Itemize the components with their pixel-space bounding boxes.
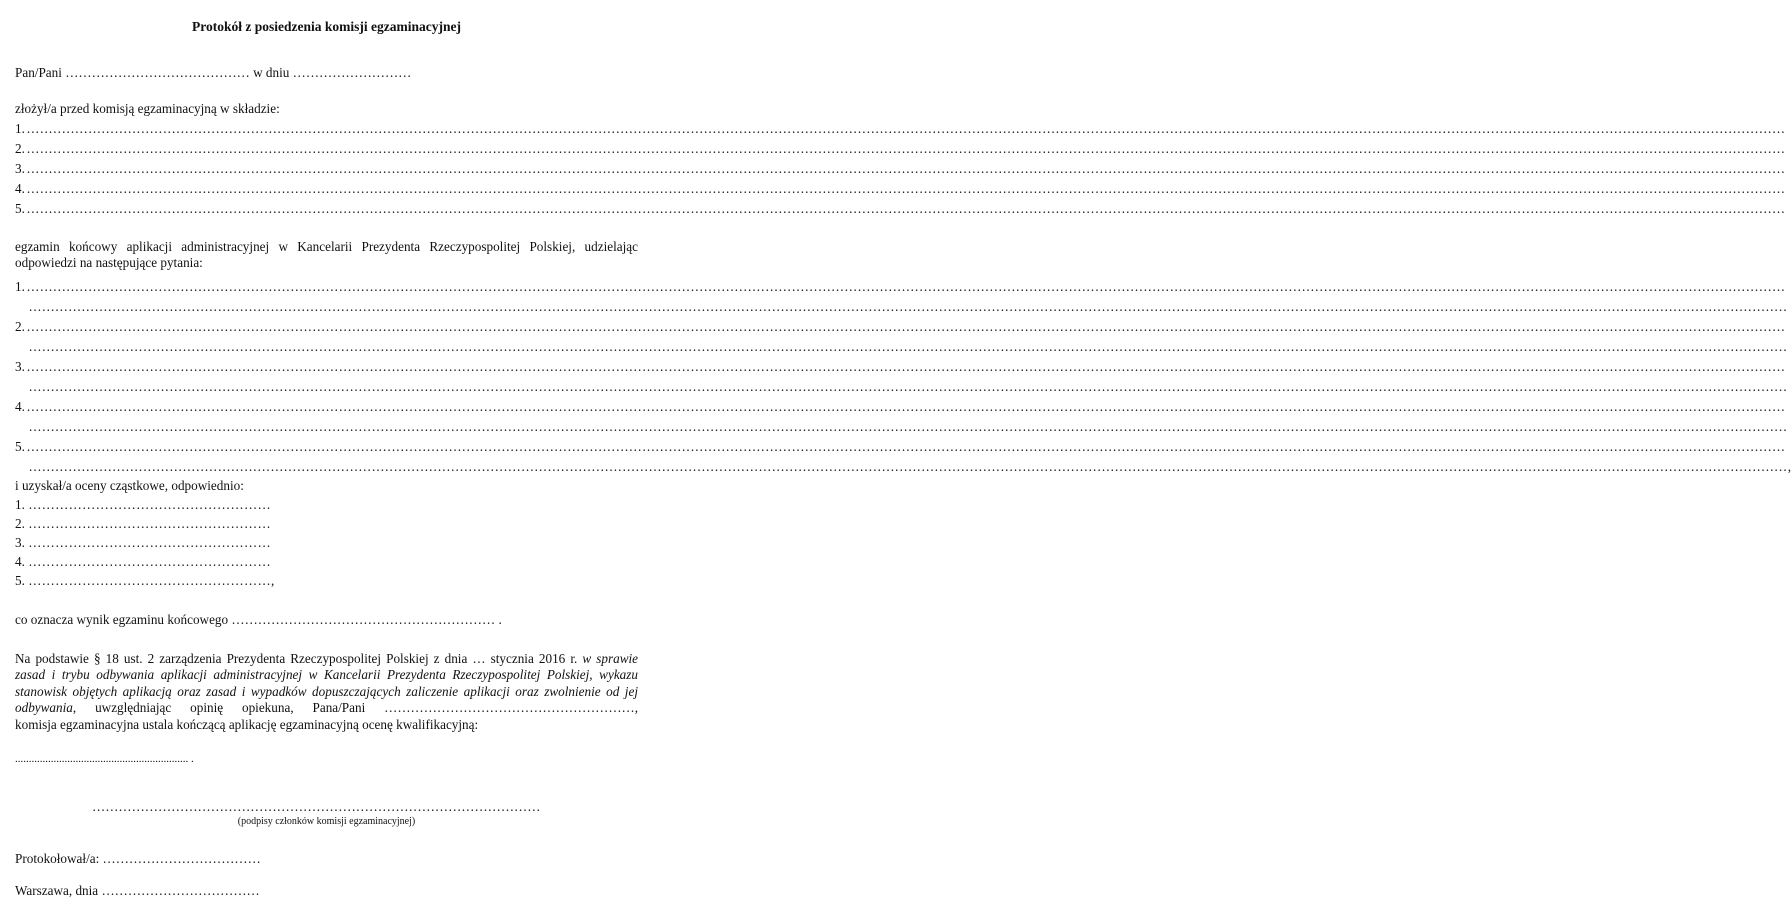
- recorder-label: Protokołował/a:: [15, 851, 100, 866]
- grade-line[interactable]: 5. ………………………………………………,: [15, 573, 275, 588]
- question-line[interactable]: 1. ................................................................................................................................................................................................................................................................................................................................................................................................................: [15, 279, 1786, 294]
- grade-line[interactable]: 3. ………………………………………………: [15, 535, 271, 550]
- committee-member-line[interactable]: 2. ................................................................................................................................................................................................................................................................................................................................................................................................................: [15, 141, 1786, 156]
- question-line[interactable]: 3. ................................................................................................................................................................................................................................................................................................................................................................................................................: [15, 359, 1786, 374]
- grade-line[interactable]: 4. ………………………………………………: [15, 554, 271, 569]
- result-label: co oznacza wynik egzaminu końcowego: [15, 612, 229, 627]
- date-blank[interactable]: ………………………: [292, 65, 412, 80]
- question-line[interactable]: 4. ................................................................................................................................................................................................................................................................................................................................................................................................................: [15, 399, 1786, 414]
- grades-intro: i uzyskał/a oceny cząstkowe, odpowiednio:: [15, 478, 244, 493]
- committee-member-line[interactable]: 5. ................................................................................................................................................................................................................................................................................................................................................................................................................: [15, 201, 1786, 216]
- final-grade-blank[interactable]: ............................................................... .: [15, 753, 194, 765]
- committee-member-line[interactable]: 4. ................................................................................................................................................................................................................................................................................................................................................................................................................: [15, 181, 1786, 196]
- question-continuation-line[interactable]: ................................................................................................................................................................................................................................................................................................................................................................................................................: [29, 339, 1788, 354]
- member-blank: ................................................................................................................................................................................................................................................................................................................................................................................................................: [26, 141, 1786, 156]
- recorder-blank[interactable]: ………………………………: [102, 851, 261, 866]
- pan-pani-label: Pan/Pani: [15, 65, 62, 80]
- question-continuation-line[interactable]: ................................................................................................................................................................................................................................................................................................................................................................................................................ ,: [29, 459, 1791, 474]
- question-continuation-line[interactable]: ................................................................................................................................................................................................................................................................................................................................................................................................................: [29, 299, 1788, 314]
- grade-line[interactable]: 2. ………………………………………………: [15, 516, 271, 531]
- committee-intro: złożył/a przed komisją egzaminacyjną w składzie:: [15, 101, 280, 116]
- pan-pani-line: [15, 65, 411, 81]
- question-line[interactable]: 2. ................................................................................................................................................................................................................................................................................................................................................................................................................: [15, 319, 1786, 334]
- member-blank: ................................................................................................................................................................................................................................................................................................................................................................................................................: [26, 201, 1786, 216]
- result-line: [15, 612, 502, 628]
- signatures-caption: (podpisy członków komisji egzaminacyjnej): [237, 816, 416, 827]
- grade-line[interactable]: 1. ………………………………………………: [15, 497, 271, 512]
- question-continuation-line[interactable]: ................................................................................................................................................................................................................................................................................................................................................................................................................: [29, 419, 1788, 434]
- question-continuation-line[interactable]: ................................................................................................................................................................................................................................................................................................................................................................................................................: [29, 379, 1788, 394]
- committee-member-line[interactable]: 1. ................................................................................................................................................................................................................................................................................................................................................................................................................: [15, 121, 1786, 136]
- exam-intro: egzamin końcowy aplikacji administracyjnej w Kancelarii Prezydenta Rzeczypospolitej Polskiej, udzielając odpowiedzi na następujące pytania:: [15, 239, 638, 271]
- place-date-line: [15, 883, 260, 899]
- member-blank: ................................................................................................................................................................................................................................................................................................................................................................................................................: [26, 161, 1786, 176]
- committee-member-line[interactable]: 3. ................................................................................................................................................................................................................................................................................................................................................................................................................: [15, 161, 1786, 176]
- member-blank: ................................................................................................................................................................................................................................................................................................................................................................................................................: [26, 121, 1786, 136]
- legal-paragraph: Na podstawie § 18 ust. 2 zarządzenia Prezydenta Rzeczypospolitej Polskiej z dnia … stycznia 2016 r. w sprawie zasad i trybu odbywania aplikacji administracyjnej w Kancelarii Prezydenta Rzeczypospolitej Polskiej, wykazu stanowisk objętych aplikacją oraz zasad i wypadków dopuszczających zaliczenie aplikacji oraz zwolnienie od jej odbywania, uwzględniając opinię opiekuna, Pana/Pani …………………………………………………, komisja egzaminacyjna ustala kończącą aplikację egzaminacyjną ocenę kwalifikacyjną:: [15, 651, 639, 732]
- signatures-blank[interactable]: …………………………………………………………………………………………: [92, 799, 541, 814]
- place-date-label: Warszawa, dnia: [15, 883, 99, 898]
- member-blank: ................................................................................................................................................................................................................................................................................................................................................................................................................: [26, 181, 1786, 196]
- result-blank[interactable]: …………………………………………………… .: [231, 612, 502, 627]
- document-title: Protokół z posiedzenia komisji egzaminacyjnej: [192, 19, 461, 34]
- name-blank[interactable]: ……………………………………: [65, 65, 250, 80]
- recorder-line: [15, 851, 261, 867]
- question-line[interactable]: 5. ................................................................................................................................................................................................................................................................................................................................................................................................................: [15, 439, 1786, 454]
- date-label: w dniu: [253, 65, 290, 80]
- place-date-blank[interactable]: ………………………………: [101, 883, 260, 898]
